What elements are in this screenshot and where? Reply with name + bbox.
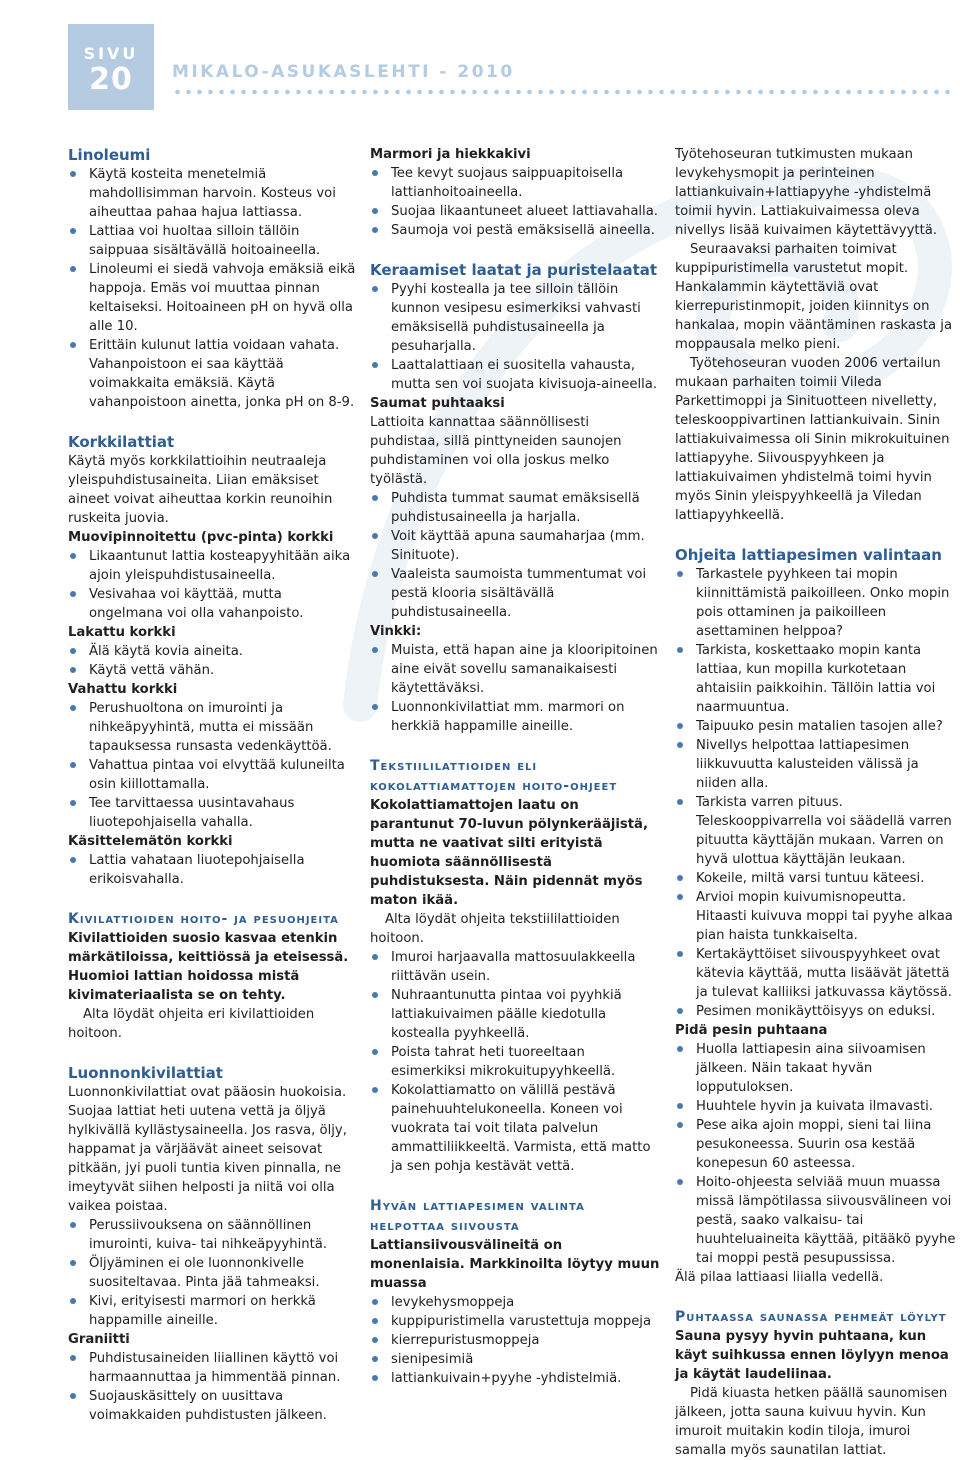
page-label: SIVU [83,44,139,63]
subheading-lakattu: Lakattu korkki [68,625,176,640]
list-item: Tarkista, koskettaako mopin kanta lattiaa, kun mopilla kurkotetaan ahtaisiin paikkoihin. Tällöin lattia voi naarmuuntua. [675,641,959,717]
heading-luonnonkivilattiat: Luonnonkivilattiat [68,1064,223,1082]
list-valineet [370,1293,660,1388]
list-item: Imuroi harjaavalla mattosuulakkeella riittävän usein. [370,948,660,986]
list-item: Arvioi mopin kuivumisnopeutta. Hitaasti kuivuva moppi tai pyyhe alkaa pian haista tunkkaiselta. [675,888,959,945]
paragraph: Työtehoseuran vuoden 2006 vertailun mukaan parhaiten toimii Vileda Parkettimoppi ja Sinituotteen nivelletty, teleskooppivartinen lattiankuivain. Sinin lattiakuivaimessa oli Sinin mikrokuituinen lattiapyyhe. Siivouspyyhkeen ja lattiakuivaimen yhdistelmä toimi hyvin myös Sinin yleispyyhkeellä ja Viledan lattiapyyhkeellä. [675,356,950,523]
list-item: Perussiivouksena on säännöllinen imurointi, kuiva- tai nihkeäpyyhintä. [68,1216,358,1254]
header-dotted-rule [172,88,956,96]
list-item: Suojaa likaantuneet alueet lattiavahalla. [370,202,660,221]
list-item: Perushuoltona on imurointi ja nihkeäpyyhintä, mutta ei missään tapauksessa runsasta vedenkäyttöä. [68,699,358,756]
list-item: Erittäin kulunut lattia voidaan vahata. Vahanpoistoon ei saa käyttää voimakkaita emäksiä. Käytä vahanpoistoon ainetta, jonka pH on 8-9. [68,336,358,412]
list-item: Nivellys helpottaa lattiapesimen liikkuvuutta kalusteiden välissä ja niiden alla. [675,736,959,793]
lead-paragraph: Lattiansiivousvälineitä on monenlaisia. Markkinoilta löytyy muun muassa [370,1238,660,1291]
list-linoleumi [68,165,358,412]
list-keraamiset [370,280,660,394]
subheading-muovipinnoitettu: Muovipinnoitettu (pvc-pinta) korkki [68,530,334,545]
list-item: Tee tarvittaessa uusintavahaus liuotepohjaisella vahalla. [68,794,358,832]
subheading-graniitti: Graniitti [68,1332,130,1347]
list-item: Tee kevyt suojaus saippuapitoisella lattianhoitoaineella. [370,164,660,202]
list-item: kierrepuristusmoppeja [370,1331,660,1350]
heading-keraamiset: Keraamiset laatat ja puristelaatat [370,261,658,279]
list-item: Voit käyttää apuna saumaharjaa (mm. Sinituote). [370,527,660,565]
heading-sauna: Puhtaassa saunassa pehmeät löylyt [675,1309,947,1325]
subheading-vahattu: Vahattu korkki [68,682,178,697]
subheading-pida-pesin-puhtaana: Pidä pesin puhtaana [675,1023,828,1038]
list-item: Pyyhi kostealla ja tee silloin tällöin kunnon vesipesu esimerkiksi vahvasti emäksisellä puhdistusaineella ja pesuharjalla. [370,280,660,356]
paragraph: Luonnonkivilattiat ovat pääosin huokoisia. Suojaa lattiat heti uutena vettä ja öljyä hylkivällä kyllästysaineella. Jos rasva, öljy, happamat ja värjäävät aineet seisovat pitkään, jyi puoli tuntia kiven pinnalla, ne imeytyvät siihen helposti ja niitä voi olla vaikea poistaa. [68,1085,347,1214]
list-item: levykehysmoppeja [370,1293,660,1312]
list-item: Puhdista tummat saumat emäksisellä puhdistusaineella ja harjalla. [370,489,660,527]
list-item: Huuhtele hyvin ja kuivata ilmavasti. [675,1097,959,1116]
list-marmori [370,164,660,240]
list-graniitti [68,1349,358,1425]
heading-linoleumi: Linoleumi [68,146,151,164]
list-item: Taipuuko pesin matalien tasojen alle? [675,717,959,736]
list-item: Käytä vettä vähän. [68,661,358,680]
paragraph: Pidä kiuasta hetken päällä saunomisen jälkeen, jotta sauna kuivuu hyvin. Kun imuroit muitakin kodin tiloja, imuroi samalla myös saunatilan lattiat. [675,1386,948,1458]
paragraph: Lattioita kannattaa säännöllisesti puhdistaa, sillä pinttyneiden saunojen puhdistaminen voi olla joskus melko työlästä. [370,415,622,487]
heading-kivilattiat: Kivilattioiden hoito- ja pesuohjeita [68,911,339,927]
list-item: Muista, että hapan aine ja klooripitoinen aine eivät sovellu samanaikaisesti käytettäväksi. [370,641,660,698]
column-3 [675,145,959,1460]
list-item: Huolla lattiapesin aina siivoamisen jälkeen. Näin takaat hyvän lopputuloksen. [675,1040,959,1097]
paragraph: Käytä myös korkkilattioihin neutraaleja yleispuhdistusaineita. Liian emäksiset aineet voivat aiheuttaa korkin reunoihin ruskeita juovia. [68,454,333,526]
heading-ohjeita-valintaan: Ohjeita lattiapesimen valintaan [675,546,942,564]
list-item: Luonnonkivilattiat mm. marmori on herkkiä happamille aineille. [370,698,660,736]
list-saumat [370,489,660,622]
list-item: Kokolattiamatto on välillä pestävä painehuuhtelukoneella. Koneen voi vuokrata tai voit tilata palvelun ammattiliikkeeltä. Varmista, että matto ja sen pohja kestävät vettä. [370,1081,660,1176]
page-number-tab [68,24,154,110]
list-pida [675,1040,959,1268]
subheading-saumat: Saumat puhtaaksi [370,396,505,411]
list-item: Kokeile, miltä varsi tuntuu käteesi. [675,869,959,888]
list-item: Lattia vahataan liuotepohjaisella erikoisvahalla. [68,851,358,889]
list-item: Vahattua pintaa voi elvyttää kuluneilta osin kiillottamalla. [68,756,358,794]
list-item: Linoleumi ei siedä vahvoja emäksiä eikä happoja. Emäs voi muuttaa pinnan keltaiseksi. Hoitoaineen pH on hyvä olla alle 10. [68,260,358,336]
lead-paragraph: Kivilattioiden suosio kasvaa etenkin märkätiloissa, keittiössä ja eteisessä. Huomioi lattian hoidossa mistä kivimateriaalista se on tehty. [68,931,349,1003]
list-item: Kertakäyttöiset siivouspyyhkeet ovat kätevia käyttää, mutta lisäävät jätettä ja tulevat kalliiksi jatkuvassa käytössä. [675,945,959,1002]
column-1 [68,145,358,1425]
heading-korkkilattiat: Korkkilattiat [68,433,175,451]
list-item: Vaaleista saumoista tummentumat voi pestä klooria sisältävällä puhdistusaineella. [370,565,660,622]
list-lakattu [68,642,358,680]
lead-paragraph: Kokolattiamattojen laatu on parantunut 70-luvun pölynkerääjistä, mutta ne vaativat silti erityistä huomiota säännöllisestä puhdistuksesta. Näin pidennät myös maton ikää. [370,798,648,908]
list-item: Öljyäminen ei ole luonnonkivelle suositeltavaa. Pinta jää tahmeaksi. [68,1254,358,1292]
subheading-kasittelematon: Käsittelemätön korkki [68,834,233,849]
publication-title: MIKALO-ASUKASLEHTI - 2010 [172,62,515,82]
paragraph: Seuraavaksi parhaiten toimivat kuppipuristimella varustetut mopit. Hankalammin käytettäviä ovat kierrepuristinmopit, joiden kiinnitys on hankalaa, mopin vääntäminen raskasta ja moppausala melko pieni. [675,242,953,352]
heading-hyvan-lattiapesimen: Hyvän lattiapesimen valinta helpottaa siivousta [370,1198,585,1234]
list-item: Likaantunut lattia kosteapyyhitään aika ajoin yleispuhdistusaineella. [68,547,358,585]
list-item: Saumoja voi pestä emäksisellä aineella. [370,221,660,240]
list-item: Lattiaa voi huoltaa silloin tällöin saippuaa sisältävällä hoitoaineella. [68,222,358,260]
list-item: Käytä kosteita menetelmiä mahdollisimman harvoin. Kosteus voi aiheuttaa pahaa hajua lattiassa. [68,165,358,222]
list-item: Suojauskäsittely on uusittava voimakkaiden puhdistusten jälkeen. [68,1387,358,1425]
list-item: Poista tahrat heti tuoreeltaan esimerkiksi mikrokuitupyyhkeellä. [370,1043,660,1081]
list-kasittelematon [68,851,358,889]
list-item: Hoito-ohjeesta selviää muun muassa missä lämpötilassa siivousvälineen voi pestä, saako valkaisu- tai huuhteluaineita käyttää, pitääkö pyyhe tai moppi pestä pesupussissa. [675,1173,959,1268]
list-item: Laattalattiaan ei suositella vahausta, mutta sen voi suojata kivisuoja-aineella. [370,356,660,394]
list-item: Nuhraantunutta pintaa voi pyyhkiä lattiakuivaimen päälle kiedotulla kostealla pyyhkeellä. [370,986,660,1043]
paragraph: Alta löydät ohjeita tekstiililattioiden hoitoon. [370,912,620,946]
list-item: Kivi, erityisesti marmori on herkkä happamille aineille. [68,1292,358,1330]
list-item: Pesimen monikäyttöisyys on eduksi. [675,1002,959,1021]
heading-tekstiililattiat: Tekstiililattioiden eli kokolattiamattojen hoito-ohjeet [370,758,618,794]
list-item: Tarkista varren pituus. Teleskooppivarrella voi säädellä varren pituutta käyttäjän mukaan. Varren on hyvä ulottua käyttäjän leukaan. [675,793,959,869]
list-vinkki [370,641,660,736]
list-item: Vesivahaa voi käyttää, mutta ongelmana voi olla vahanpoisto. [68,585,358,623]
list-muovi [68,547,358,623]
lead-paragraph: Sauna pysyy hyvin puhtaana, kun käyt suihkussa ennen löylyyn menoa ja käytät laudeliinaa. [675,1329,949,1382]
list-item: sienipesimiä [370,1350,660,1369]
paragraph: Työtehoseuran tutkimusten mukaan levykehysmopit ja perinteinen lattiankuivain+lattiapyyhe -yhdistelmä toimii hyvin. Lattiakuivaimessa oleva nivellys lisää kuivaimen käytettävyyttä. [675,147,938,238]
page-number: 20 [89,62,133,97]
list-item: Tarkastele pyyhkeen tai mopin kiinnittämistä paikoilleen. Onko mopin pois ottaminen ja paikoilleen asettaminen helppoa? [675,565,959,641]
column-2 [370,145,660,1388]
list-item: Älä käytä kovia aineita. [68,642,358,661]
list-vahattu [68,699,358,832]
list-ohjeita [675,565,959,1021]
list-item: Puhdistusaineiden liiallinen käyttö voi harmaannuttaa ja himmentää pinnan. [68,1349,358,1387]
paragraph: Älä pilaa lattiaasi liialla vedellä. [675,1270,884,1285]
list-item: lattiankuivain+pyyhe -yhdistelmiä. [370,1369,660,1388]
paragraph: Alta löydät ohjeita eri kivilattioiden hoitoon. [68,1007,315,1041]
list-item: kuppipuristimella varustettuja moppeja [370,1312,660,1331]
list-luonnonkivi [68,1216,358,1330]
list-item: Pese aika ajoin moppi, sieni tai liina pesukoneessa. Suurin osa kestää konepesun 60 asteessa. [675,1116,959,1173]
list-tekstiili [370,948,660,1176]
subheading-marmori: Marmori ja hiekkakivi [370,147,531,162]
subheading-vinkki: Vinkki: [370,624,422,639]
